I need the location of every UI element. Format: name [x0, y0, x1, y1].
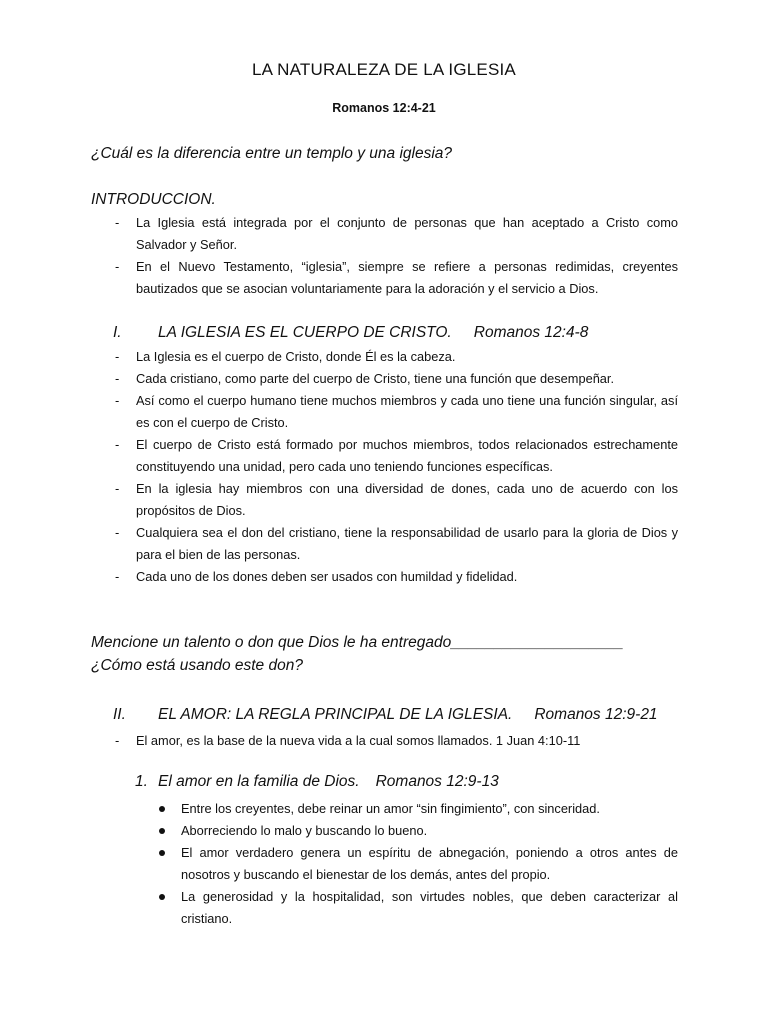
- list-item: - La Iglesia está integrada por el conjunto de personas que han aceptado a Cristo como Salvador y Señor.: [113, 212, 678, 256]
- section-1-reference: Romanos 12:4-8: [473, 324, 589, 341]
- section-2-title: EL AMOR: LA REGLA PRINCIPAL DE LA IGLESIA.: [158, 706, 513, 723]
- subsection-1-title: El amor en la familia de Dios.: [158, 773, 360, 790]
- document-subtitle: Romanos 12:4-21: [332, 101, 436, 115]
- section-1-title: LA IGLESIA ES EL CUERPO DE CRISTO.: [158, 324, 452, 341]
- bullet-item: El amor verdadero genera un espíritu de abnegación, poniendo a otros antes de nosotros y buscando el bienestar de los demás, antes del propio.: [158, 842, 678, 886]
- talent-prompt: Mencione un talento o don que Dios le ha entregado____________________: [91, 634, 624, 651]
- subsection-1-heading: [135, 773, 499, 791]
- introduction-list: [113, 212, 678, 300]
- opening-question: ¿Cuál es la diferencia entre un templo y una iglesia?: [91, 145, 453, 162]
- bullet-item: Aborreciendo lo malo y buscando lo bueno.: [158, 820, 678, 842]
- list-item: - La Iglesia es el cuerpo de Cristo, donde Él es la cabeza.: [113, 346, 678, 368]
- list-item: - El amor, es la base de la nueva vida a la cual somos llamados. 1 Juan 4:10-11: [113, 730, 678, 752]
- document-title: LA NATURALEZA DE LA IGLESIA: [252, 60, 516, 79]
- list-item: - El cuerpo de Cristo está formado por muchos miembros, todos relacionados estrechamente constituyendo una unidad, pero cada uno teniendo funciones específicas.: [113, 434, 678, 478]
- section-2-reference: Romanos 12:9-21: [534, 706, 658, 723]
- bullet-item: Entre los creyentes, debe reinar un amor “sin fingimiento”, con sinceridad.: [158, 798, 678, 820]
- section-1-list: [113, 346, 678, 588]
- usage-prompt: ¿Cómo está usando este don?: [91, 657, 303, 674]
- list-item: - Cada cristiano, como parte del cuerpo de Cristo, tiene una función que desempeñar.: [113, 368, 678, 390]
- list-item: - Así como el cuerpo humano tiene muchos miembros y cada uno tiene una función singular, así es con el cuerpo de Cristo.: [113, 390, 678, 434]
- list-item: - En el Nuevo Testamento, “iglesia”, siempre se refiere a personas redimidas, creyentes bautizados que se asocian voluntariamente para la adoración y el servicio a Dios.: [113, 256, 678, 300]
- list-item: - En la iglesia hay miembros con una diversidad de dones, cada uno de acuerdo con los propósitos de Dios.: [113, 478, 678, 522]
- section-2-number: II.: [113, 706, 126, 723]
- introduction-heading: INTRODUCCION.: [91, 191, 216, 208]
- list-item: - Cualquiera sea el don del cristiano, tiene la responsabilidad de usarlo para la gloria de Dios y para el bien de las personas.: [113, 522, 678, 566]
- section-2-list: [113, 730, 678, 752]
- section-2-heading: [113, 706, 658, 724]
- subsection-1-reference: Romanos 12:9-13: [375, 773, 499, 790]
- subsection-1-bullets: [158, 798, 678, 930]
- section-1-number: I.: [113, 324, 122, 341]
- list-item: - Cada uno de los dones deben ser usados con humildad y fidelidad.: [113, 566, 678, 588]
- section-1-heading: [113, 324, 588, 342]
- subsection-1-number: 1.: [135, 773, 148, 790]
- bullet-item: La generosidad y la hospitalidad, son virtudes nobles, que deben caracterizar al cristiano.: [158, 886, 678, 930]
